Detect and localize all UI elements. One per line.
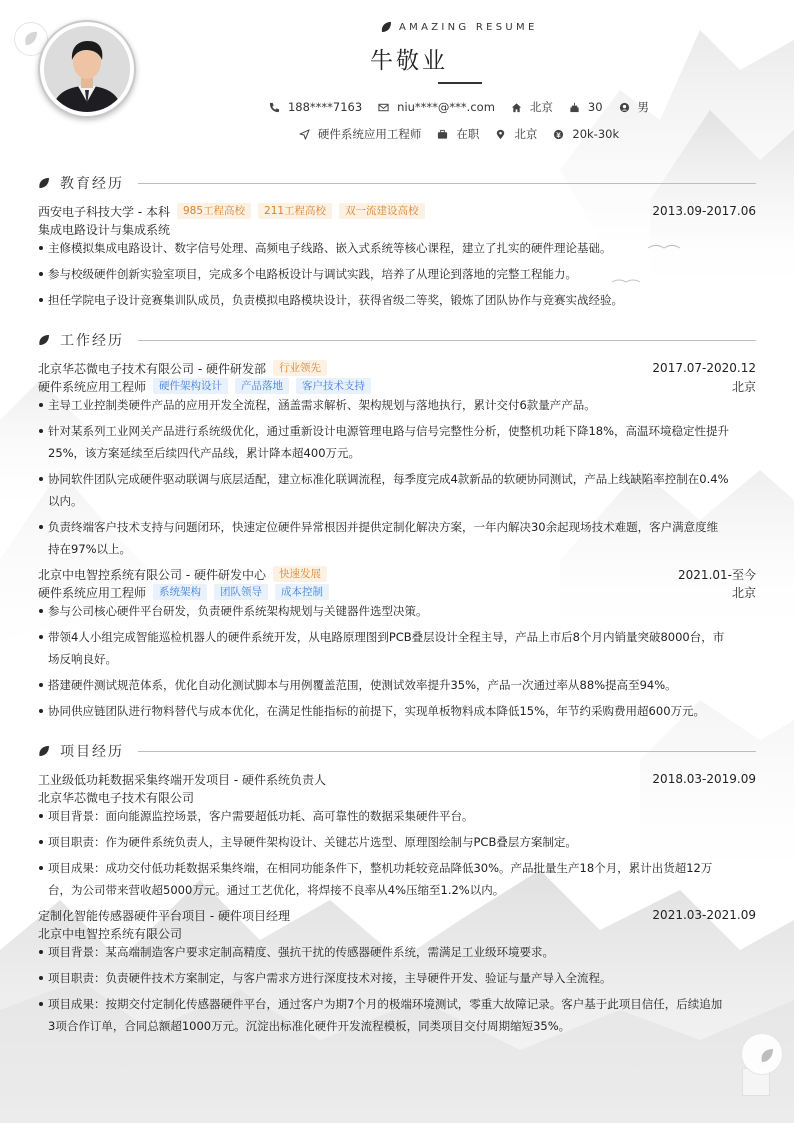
name-divider bbox=[438, 82, 482, 84]
leaf-icon bbox=[38, 745, 50, 757]
list-item bbox=[38, 993, 756, 1037]
section-divider bbox=[138, 751, 756, 752]
job-target-info bbox=[299, 126, 422, 142]
section-work bbox=[38, 331, 756, 349]
list-item-text: 参与公司核心硬件平台研发，负责硬件系统架构规划与关键器件选型决策。 bbox=[48, 604, 428, 618]
major-name: 集成电路设计与集成系统 bbox=[38, 222, 171, 237]
list-item-text: 以内。 bbox=[48, 494, 83, 508]
target-city-text: 北京 bbox=[514, 127, 538, 141]
project-title: 定制化智能传感器硬件平台项目 - 硬件项目经理 bbox=[38, 908, 290, 923]
school-tag: 985工程高校 bbox=[177, 203, 251, 219]
list-item-text: 台，为公司带来营收超5000万元。通过工艺优化，将焊接不良率从4%压缩至1.2%以内。 bbox=[48, 883, 505, 897]
email-info bbox=[378, 100, 495, 114]
job-header bbox=[38, 565, 756, 583]
project-title: 工业级低功耗数据采集终端开发项目 - 硬件系统负责人 bbox=[38, 772, 326, 787]
list-item-text: 项目职责：负责硬件技术方案制定，与客户需求方进行深度技术对接，主导硬件开发、验证与量产导入全流程。 bbox=[48, 971, 612, 985]
home-icon bbox=[511, 102, 522, 113]
mail-icon bbox=[378, 102, 389, 113]
status-info bbox=[437, 126, 479, 142]
project-company-row bbox=[38, 924, 756, 942]
list-item-text: 持在97%以上。 bbox=[48, 542, 132, 556]
brand-text: AMAZING RESUME bbox=[399, 21, 538, 33]
company-name: 北京中电智控系统有限公司 - 硬件研发中心 bbox=[38, 567, 266, 582]
list-item bbox=[38, 805, 756, 827]
list-item bbox=[38, 857, 756, 901]
list-item-text: 项目背景：面向能源监控场景，客户需要超低功耗、高可靠性的数据采集硬件平台。 bbox=[48, 809, 474, 823]
target-city-info bbox=[495, 126, 537, 142]
list-item-text: 协同软件团队完成硬件驱动联调与底层适配，建立标准化联调流程，每季度完成4款新品的软硬协同测试，产品上线缺陷率控制在0.4% bbox=[48, 472, 729, 486]
list-item bbox=[38, 289, 756, 311]
school-tag: 双一流建设高校 bbox=[339, 203, 425, 219]
money-icon bbox=[553, 129, 564, 140]
project-company: 北京中电智控系统有限公司 bbox=[38, 926, 183, 941]
job-period: 2017.07-2020.12 bbox=[652, 361, 756, 375]
job-role: 硬件系统应用工程师 bbox=[38, 585, 147, 600]
list-item bbox=[38, 516, 756, 560]
list-item-text: 主导工业控制类硬件产品的应用开发全流程，涵盖需求解析、架构规划与落地执行，累计交付6款量产产品。 bbox=[48, 398, 596, 412]
list-item-text: 针对某系列工业网关产品进行系统级优化，通过重新设计电源管理电路与信号完整性分析，使整机功耗下降18%，高温环境稳定性提升 bbox=[48, 424, 730, 438]
skill-tag: 成本控制 bbox=[275, 584, 329, 600]
status-text: 在职 bbox=[456, 127, 480, 141]
project-company-row bbox=[38, 788, 756, 806]
list-item bbox=[38, 237, 756, 259]
list-item bbox=[38, 626, 756, 670]
age-text: 30 bbox=[587, 100, 603, 114]
list-item bbox=[38, 967, 756, 989]
list-item-text: 参与校级硬件创新实验室项目，完成多个电路板设计与调试实践，培养了从理论到落地的完整工程能力。 bbox=[48, 267, 577, 281]
contact-info-row bbox=[0, 99, 794, 115]
phone-text: 188****7163 bbox=[287, 100, 363, 114]
job-header bbox=[38, 359, 756, 377]
brand-label bbox=[380, 20, 538, 34]
list-item-text: 3项合作订单，合同总额超1000万元。沉淀出标准化硬件开发流程模板，同类项目交付周期缩短35%。 bbox=[48, 1019, 571, 1033]
job-period: 2021.01-至今 bbox=[678, 567, 756, 582]
project-header bbox=[38, 770, 756, 788]
company-name: 北京华芯微电子技术有限公司 - 硬件研发部 bbox=[38, 361, 266, 376]
list-item-text: 25%，该方案延续至后续四代产品线，累计降本超400万元。 bbox=[48, 446, 361, 460]
list-item bbox=[38, 468, 756, 512]
project-header bbox=[38, 906, 756, 924]
job-location: 北京 bbox=[731, 585, 756, 600]
list-item-text: 负责终端客户技术支持与问题闭环，快速定位硬件异常根因并提供定制化解决方案，一年内解决30余起现场技术难题，客户满意度维 bbox=[48, 520, 719, 534]
project-company: 北京华芯微电子技术有限公司 bbox=[38, 790, 195, 805]
section-title: 教育经历 bbox=[60, 176, 124, 192]
job-target-text: 硬件系统应用工程师 bbox=[317, 127, 422, 141]
education-period: 2013.09-2017.06 bbox=[652, 204, 756, 218]
list-item-text: 协同供应链团队进行物料替代与成本优化，在满足性能指标的前提下，实现单板物料成本降低15%，年节约采购费用超600万元。 bbox=[48, 704, 706, 718]
list-item-text: 带领4人小组完成智能巡检机器人的硬件系统开发，从电路原理图到PCB叠层设计全程主导，产品上市后8个月内销量突破8000台，市 bbox=[48, 630, 725, 644]
list-item bbox=[38, 700, 756, 722]
section-title: 工作经历 bbox=[60, 333, 124, 349]
education-header bbox=[38, 202, 756, 220]
list-item bbox=[38, 941, 756, 963]
user-circle-icon bbox=[619, 102, 630, 113]
skill-tag: 团队领导 bbox=[214, 584, 268, 600]
company-tag: 快速发展 bbox=[273, 566, 327, 582]
job-role-row bbox=[38, 377, 756, 395]
list-item-text: 搭建硬件测试规范体系，优化自动化测试脚本与用例覆盖范围，使测试效率提升35%，产品一次通过率从88%提高至94%。 bbox=[48, 678, 677, 692]
send-icon bbox=[299, 129, 310, 140]
list-item-text: 场反响良好。 bbox=[48, 652, 117, 666]
project-period: 2021.03-2021.09 bbox=[652, 908, 756, 922]
list-item-text: 项目职责：作为硬件系统负责人，主导硬件架构设计、关键芯片选型、原理图绘制与PCB叠层方案制定。 bbox=[48, 835, 577, 849]
list-item-text: 项目成果：按期交付定制化传感器硬件平台，通过客户为期7个月的极端环境测试，零重大故障记录。客户基于此项目信任，后续追加 bbox=[48, 997, 723, 1011]
section-divider bbox=[138, 340, 756, 341]
job-location: 北京 bbox=[731, 379, 756, 394]
skill-tag: 客户技术支持 bbox=[296, 378, 371, 394]
list-item bbox=[38, 420, 756, 464]
list-item-text: 主修模拟集成电路设计、数字信号处理、高频电子线路、嵌入式系统等核心课程，建立了扎实的硬件理论基础。 bbox=[48, 241, 612, 255]
city-text: 北京 bbox=[529, 100, 553, 114]
list-item-text: 担任学院电子设计竞赛集训队成员，负责模拟电路模块设计，获得省级二等奖，锻炼了团队协作与竞赛实战经验。 bbox=[48, 293, 623, 307]
salary-info bbox=[553, 127, 619, 141]
list-item bbox=[38, 600, 756, 622]
candidate-name: 牛敬业 bbox=[370, 48, 448, 74]
cake-icon bbox=[569, 102, 580, 113]
section-projects bbox=[38, 742, 756, 760]
list-item bbox=[38, 831, 756, 853]
decorative-circle bbox=[741, 1033, 783, 1075]
leaf-icon bbox=[38, 334, 50, 346]
briefcase-icon bbox=[437, 129, 448, 140]
section-education bbox=[38, 174, 756, 192]
phone-icon bbox=[269, 102, 280, 113]
section-title: 项目经历 bbox=[60, 744, 124, 760]
skill-tag: 产品落地 bbox=[235, 378, 289, 394]
location-pin-icon bbox=[495, 129, 506, 140]
skill-tag: 硬件架构设计 bbox=[153, 378, 228, 394]
list-item bbox=[38, 674, 756, 696]
list-item-text: 项目成果：成功交付低功耗数据采集终端，在相同功能条件下，整机功耗较竞品降低30%。产品批量生产18个月，累计出货超12万 bbox=[48, 861, 713, 875]
leaf-icon bbox=[38, 177, 50, 189]
job-intention-row bbox=[0, 126, 794, 142]
phone-info bbox=[269, 100, 362, 114]
list-item-text: 项目背景：某高端制造客户要求定制高精度、强抗干扰的传感器硬件系统，需满足工业级环境要求。 bbox=[48, 945, 554, 959]
salary-text: 20k-30k bbox=[572, 127, 620, 141]
section-divider bbox=[138, 183, 756, 184]
project-period: 2018.03-2019.09 bbox=[652, 772, 756, 786]
leaf-icon bbox=[742, 1034, 784, 1076]
company-tag: 行业领先 bbox=[273, 360, 327, 376]
education-major-row bbox=[38, 220, 756, 238]
gender-text: 男 bbox=[637, 100, 650, 114]
school-tag: 211工程高校 bbox=[258, 203, 332, 219]
job-role-row bbox=[38, 583, 756, 601]
job-role: 硬件系统应用工程师 bbox=[38, 379, 147, 394]
list-item bbox=[38, 394, 756, 416]
age-info bbox=[569, 100, 603, 114]
leaf-icon bbox=[380, 21, 392, 33]
city-info bbox=[511, 99, 553, 115]
email-text: niu****@***.com bbox=[397, 100, 495, 114]
gender-info bbox=[619, 99, 650, 115]
list-item bbox=[38, 263, 756, 285]
skill-tag: 系统架构 bbox=[153, 584, 207, 600]
school-name: 西安电子科技大学 - 本科 bbox=[38, 204, 170, 219]
